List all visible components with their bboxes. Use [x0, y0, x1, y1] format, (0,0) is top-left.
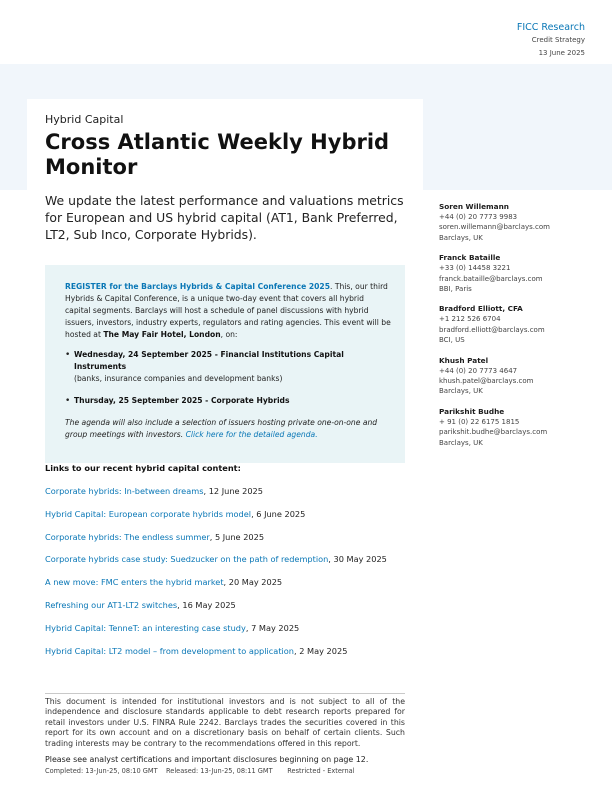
event-item [65, 395, 391, 407]
content-date: , 6 June 2025 [251, 508, 306, 519]
disclaimer-text: This document is intended for institutional investors and is not subject to all of the independence and disclosure standards applicable to debt research reports prepared for retail investors under U.S. FINRA Rule 2242. Barclays trades the securities covered in this report for its own account and on a discretionary basis on behalf of certain clients. Such trading interests may be contrary to the recommendations offered in this report. [45, 697, 405, 748]
analyst-card [439, 406, 599, 448]
venue: The May Fair Hotel, London [103, 330, 221, 339]
analyst-phone: +1 212 526 6704 [439, 315, 501, 324]
event-title: Wednesday, 24 September 2025 - Financial Institutions Capital Instruments [74, 350, 344, 371]
content-date: , 16 May 2025 [177, 599, 236, 610]
list-item [45, 554, 425, 577]
analyst-entity: Barclays, UK [439, 387, 483, 396]
analyst-name: Franck Bataille [439, 253, 501, 263]
content-date: , 30 May 2025 [328, 554, 387, 565]
content-link[interactable]: Hybrid Capital: European corporate hybrids model [45, 508, 252, 519]
analyst-card [439, 303, 599, 345]
agenda-note [65, 417, 391, 441]
callout-intro-text: . This, our third Hybrids & Capital Conference, is a unique two-day event that covers all hybrid capital segments. Barclays will host a schedule of panel discussions with hybrid issuers, investors, industry experts, regulators and rating agencies. This event will be hosted at [65, 282, 391, 339]
analyst-email[interactable]: bradford.elliott@barclays.com [439, 325, 545, 334]
analyst-entity: BBI, Paris [439, 285, 472, 294]
agenda-text: The agenda will also include a selection of issuers hosting private one-on-one and group meetings with investors. [65, 418, 378, 439]
restriction-label: Restricted - External [287, 767, 355, 775]
content-date: , 7 May 2025 [245, 622, 300, 633]
completed-stamp: Completed: 13-Jun-25, 08:10 GMT [45, 767, 158, 775]
analyst-card [439, 201, 599, 243]
release-meta [45, 767, 355, 775]
event-item [65, 349, 391, 385]
analyst-email[interactable]: khush.patel@barclays.com [439, 377, 534, 386]
callout-intro [65, 281, 391, 341]
content-date: , 5 June 2025 [209, 531, 265, 542]
analyst-phone: +44 (0) 20 7773 9983 [439, 213, 518, 221]
analyst-entity: Barclays, UK [439, 233, 483, 242]
report-summary: We update the latest performance and valuations metrics for European and US hybrid capital (AT1, Bank Preferred, LT2, Sub Inco, Corporate Hybrids). [45, 193, 404, 242]
venue-suffix: , on: [220, 330, 238, 339]
event-title: Thursday, 25 September 2025 - Corporate Hybrids [74, 396, 290, 405]
analyst-list [439, 201, 599, 457]
analyst-email[interactable]: parikshit.budhe@barclays.com [439, 428, 548, 437]
disclaimer-divider [45, 693, 405, 694]
department-label: FICC Research [516, 22, 585, 33]
list-item [45, 623, 425, 646]
analyst-phone: +44 (0) 20 7773 4647 [439, 366, 518, 375]
list-item [45, 532, 425, 555]
list-item [45, 486, 425, 509]
content-link[interactable]: A new move: FMC enters the hybrid market [45, 577, 224, 588]
released-stamp: Released: 13-Jun-25, 08:11 GMT [166, 767, 273, 775]
content-date: , 20 May 2025 [223, 577, 283, 588]
subdepartment-label: Credit Strategy [531, 36, 585, 44]
content-link[interactable]: Hybrid Capital: TenneT: an interesting case study [45, 622, 246, 633]
analyst-name: Soren Willemann [439, 202, 509, 211]
analyst-phone: + 91 (0) 22 6175 1815 [439, 417, 520, 426]
register-link[interactable]: REGISTER for the Barclays Hybrids & Capital Conference 2025 [65, 282, 330, 291]
analyst-card [439, 252, 599, 294]
list-item [45, 509, 425, 532]
analyst-entity: Barclays, UK [439, 438, 483, 447]
list-item [45, 600, 425, 623]
report-kicker: Hybrid Capital [45, 113, 124, 126]
content-link[interactable]: Corporate hybrids: The endless summer [45, 531, 210, 542]
analyst-name: Khush Patel [439, 355, 489, 365]
recent-content-list [45, 486, 425, 668]
report-title: Cross Atlantic Weekly Hybrid Monitor [45, 130, 390, 179]
analyst-card [439, 355, 599, 397]
content-link[interactable]: Hybrid Capital: LT2 model – from development to application [45, 645, 295, 656]
analyst-email[interactable]: franck.bataille@barclays.com [439, 274, 543, 283]
content-link[interactable]: Corporate hybrids case study: Suedzucker on the path of redemption [45, 554, 329, 565]
links-heading: Links to our recent hybrid capital content: [45, 463, 241, 473]
list-item [45, 577, 425, 600]
report-header [517, 22, 585, 58]
conference-callout [45, 265, 405, 463]
analyst-phone: +33 (0) 14458 3221 [439, 264, 511, 273]
analyst-name: Bradford Elliott, CFA [439, 304, 523, 314]
content-link[interactable]: Corporate hybrids: In-between dreams [45, 486, 204, 496]
agenda-link[interactable]: Click here for the detailed agenda. [185, 430, 318, 439]
analyst-email[interactable]: soren.willemann@barclays.com [439, 223, 550, 232]
analyst-name: Parikshit Budhe [439, 406, 505, 416]
analyst-entity: BCI, US [439, 336, 465, 345]
event-list [65, 349, 391, 407]
event-detail: (banks, insurance companies and development banks) [74, 374, 283, 383]
list-item [45, 646, 425, 669]
content-link[interactable]: Refreshing our AT1-LT2 switches [45, 599, 178, 610]
report-date: 13 June 2025 [538, 48, 585, 57]
certification-note: Please see analyst certifications and important disclosures beginning on page 12. [45, 755, 369, 764]
content-date: , 2 May 2025 [294, 645, 348, 656]
content-date: , 12 June 2025 [203, 486, 263, 496]
